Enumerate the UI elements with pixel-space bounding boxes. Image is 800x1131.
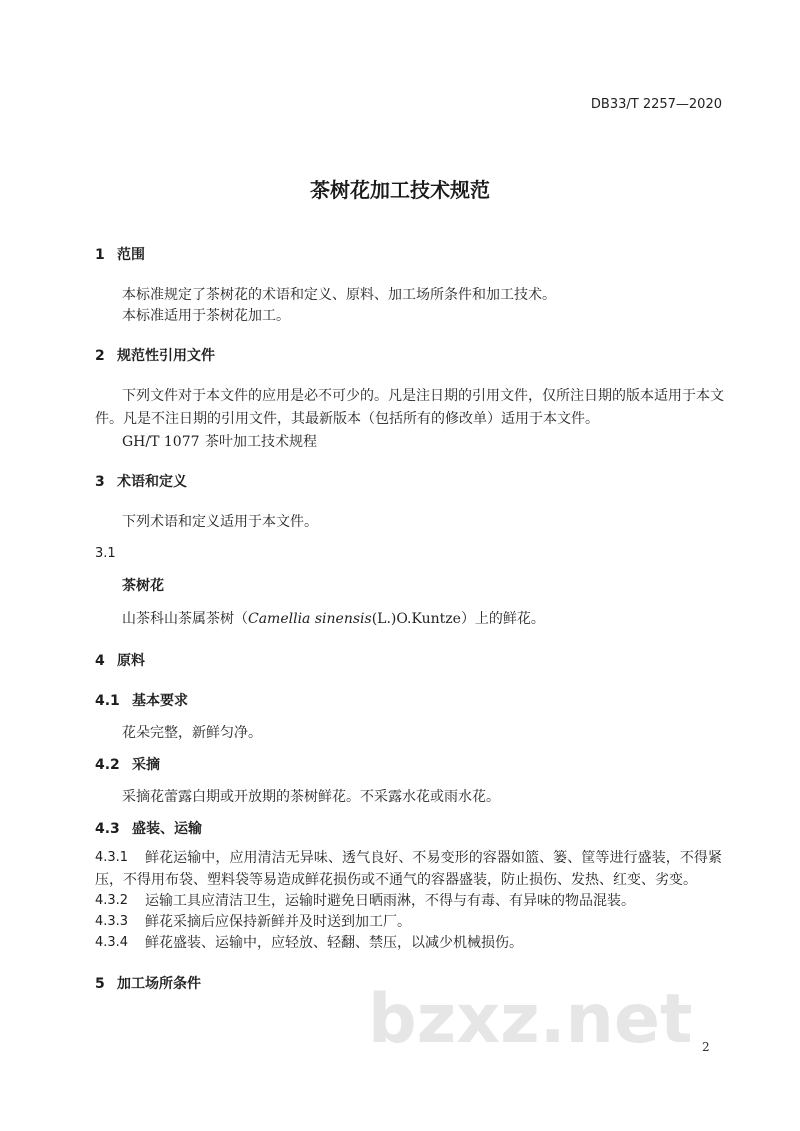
clause-number: 4.3.2 (95, 893, 129, 908)
section-number: 2 (95, 348, 105, 364)
clause-line: 压，不得用布袋、塑料袋等易造成鲜花损伤或不通气的容器盛装，防止损伤、发热、红变、劣变。 (95, 872, 697, 888)
clause-number: 4.3.4 (95, 935, 129, 950)
section-heading: 原料 (117, 653, 145, 669)
paragraph: 采摘花蕾露白期或开放期的茶树鲜花。不采露水花或雨水花。 (122, 789, 500, 805)
section-heading: 术语和定义 (117, 474, 187, 490)
subsection-heading: 采摘 (132, 757, 160, 773)
clause-number: 4.3.3 (95, 914, 129, 929)
paragraph-line: 件。凡是不注日期的引用文件，其最新版本（包括所有的修改单）适用于本文件。 (95, 411, 599, 427)
subsection-heading: 盛装、运输 (132, 821, 202, 837)
subsection-heading: 基本要求 (132, 693, 188, 709)
clause-number: 4.3.1 (95, 850, 129, 865)
latin-name: Camellia sinensis (248, 611, 372, 627)
document-title: 茶树花加工技术规范 (310, 178, 490, 202)
subsection-number: 4.1 (95, 693, 120, 709)
term-definition (122, 612, 545, 626)
paragraph: 下列术语和定义适用于本文件。 (122, 514, 318, 530)
reference-code: GH/T 1077 (122, 434, 200, 450)
term-name: 茶树花 (122, 578, 164, 594)
clause-line: 鲜花运输中，应用清洁无异味、透气良好、不易变形的容器如篮、篓、筐等进行盛装，不得紧 (145, 850, 722, 866)
section-number: 1 (95, 247, 105, 263)
clause-line: 鲜花盛装、运输中，应轻放、轻翻、禁压，以减少机械损伤。 (145, 935, 523, 951)
section-number: 4 (95, 653, 105, 669)
paragraph-line: 下列文件对于本文件的应用是必不可少的。凡是注日期的引用文件，仅所注日期的版本适用于本文 (122, 388, 724, 404)
subsection-number: 4.3 (95, 821, 120, 837)
clause-line: 鲜花采摘后应保持新鲜并及时送到加工厂。 (145, 914, 411, 930)
paragraph: 本标准规定了茶树花的术语和定义、原料、加工场所条件和加工技术。 (122, 287, 556, 303)
subsection-number: 4.2 (95, 757, 120, 773)
section-heading: 规范性引用文件 (117, 348, 215, 364)
reference-title: 茶叶加工技术规程 (205, 434, 317, 450)
section-number: 5 (95, 976, 105, 992)
paragraph: 本标准适用于茶树花加工。 (122, 308, 290, 324)
watermark: bzxz.net (368, 980, 693, 1059)
paragraph: 花朵完整，新鲜匀净。 (122, 725, 262, 741)
page-number: 2 (702, 1040, 710, 1054)
term-number: 3.1 (95, 546, 116, 561)
section-heading: 加工场所条件 (117, 976, 201, 992)
definition-suffix: (L.)O.Kuntze）上的鲜花。 (371, 611, 545, 627)
definition-prefix: 山茶科山茶属茶树（ (122, 611, 248, 627)
clause-line: 运输工具应清洁卫生，运输时避免日晒雨淋，不得与有毒、有异味的物品混装。 (145, 893, 635, 909)
section-number: 3 (95, 474, 105, 490)
document-code: DB33/T 2257—2020 (590, 97, 722, 112)
section-heading: 范围 (117, 247, 145, 263)
